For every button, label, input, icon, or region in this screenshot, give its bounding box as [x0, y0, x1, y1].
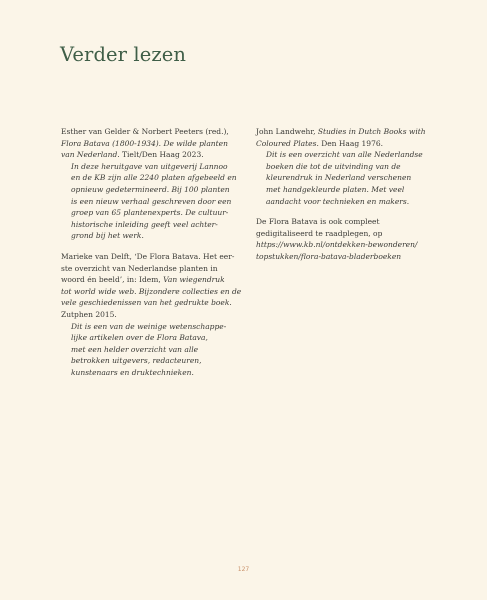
annotation-line: met een helder overzicht van alle	[71, 344, 199, 354]
citation-line	[256, 138, 430, 150]
annotation-line: betrokken uitgevers, redacteuren,	[71, 356, 202, 366]
citation-line	[61, 274, 231, 286]
annotation-line: kleurendruk in Nederland verschenen	[266, 173, 412, 183]
citation-publisher: . Tielt/Den Haag 2023.	[117, 150, 204, 160]
annotation-line: en de KB zijn alle 2240 platen afgebeeld en	[71, 173, 237, 183]
annotation-line: opnieuw gedetermineerd. Bij 100 planten	[71, 184, 230, 194]
left-column	[61, 126, 242, 387]
reference-citation	[256, 126, 430, 149]
annotation-line: lijke artikelen over de Flora Batava,	[71, 333, 208, 343]
annotation-line: Dit is een overzicht van alle Nederlandse	[266, 150, 423, 160]
reference-citation	[256, 216, 430, 262]
page-title: Verder lezen	[60, 43, 187, 66]
reference-digital-edition	[256, 216, 430, 262]
citation-line: Marieke van Delft, ‘De Flora Batava. Het eer-	[61, 251, 235, 261]
citation-author: John Landwehr,	[256, 127, 318, 136]
annotation-line: kunstenaars en druktechnieken.	[71, 367, 194, 377]
annotation-line: boeken die tot de uitvinding van de	[266, 161, 401, 171]
reference-annotation	[61, 321, 231, 379]
citation-book-title: Flora Batava (1800-1934). De wilde planten	[61, 138, 228, 148]
citation-book-title-cont: tot world wide web. Bijzondere collecties en de	[61, 286, 242, 296]
citation-book-title: Van wiegendruk	[163, 275, 225, 285]
reference-citation	[61, 126, 231, 161]
annotation-line: met handgekleurde platen. Met veel	[266, 184, 405, 194]
citation-line: De Flora Batava is ook compleet	[256, 217, 380, 227]
citation-line: gedigitaliseerd te raadplegen, op	[256, 228, 383, 238]
citation-book-title-cont: van Nederland	[61, 150, 118, 160]
digital-edition-url: https://www.kb.nl/ontdekken-bewonderen/	[256, 240, 418, 250]
digital-edition-url-cont: topstukken/flora-batava-bladerboeken	[256, 251, 402, 261]
annotation-line: In deze heruitgave van uitgeverij Lannoo	[71, 161, 228, 171]
citation-book-title-cont: vele geschiedenissen van het gedrukte boek	[61, 298, 230, 308]
annotation-line: groep van 65 plantenexperts. De cultuur-	[71, 208, 229, 218]
citation-punct: .	[229, 298, 232, 308]
citation-line: Esther van Gelder & Norbert Peeters (red.),	[61, 127, 229, 136]
citation-publisher: Zutphen 2015.	[61, 309, 117, 319]
citation-line	[256, 126, 430, 138]
citation-publisher: . Den Haag 1976.	[316, 138, 384, 148]
annotation-line: historische inleiding geeft veel achter-	[71, 219, 218, 229]
citation-line	[61, 149, 231, 161]
reference-landwehr	[256, 126, 430, 207]
page-number: 127	[237, 566, 250, 573]
citation-book-title-cont: Coloured Plates	[256, 138, 317, 148]
annotation-line: is een nieuw verhaal geschreven door een	[71, 196, 232, 206]
reference-gelder-peeters	[61, 126, 237, 242]
reference-annotation	[256, 149, 430, 207]
right-column	[256, 126, 430, 272]
citation-text: woord én beeld’, in: Idem,	[61, 275, 164, 285]
reference-van-delft	[61, 251, 242, 379]
citation-line	[61, 297, 231, 309]
annotation-line: Dit is een van de weinige wetenschappe-	[71, 321, 227, 331]
annotation-line: grond bij het werk.	[71, 231, 144, 241]
reference-annotation	[61, 161, 237, 242]
citation-book-title: Studies in Dutch Books with	[317, 127, 426, 136]
citation-line: ste overzicht van Nederlandse planten in	[61, 263, 218, 273]
reference-citation	[61, 251, 242, 321]
annotation-line: aandacht voor technieken en makers.	[266, 196, 410, 206]
